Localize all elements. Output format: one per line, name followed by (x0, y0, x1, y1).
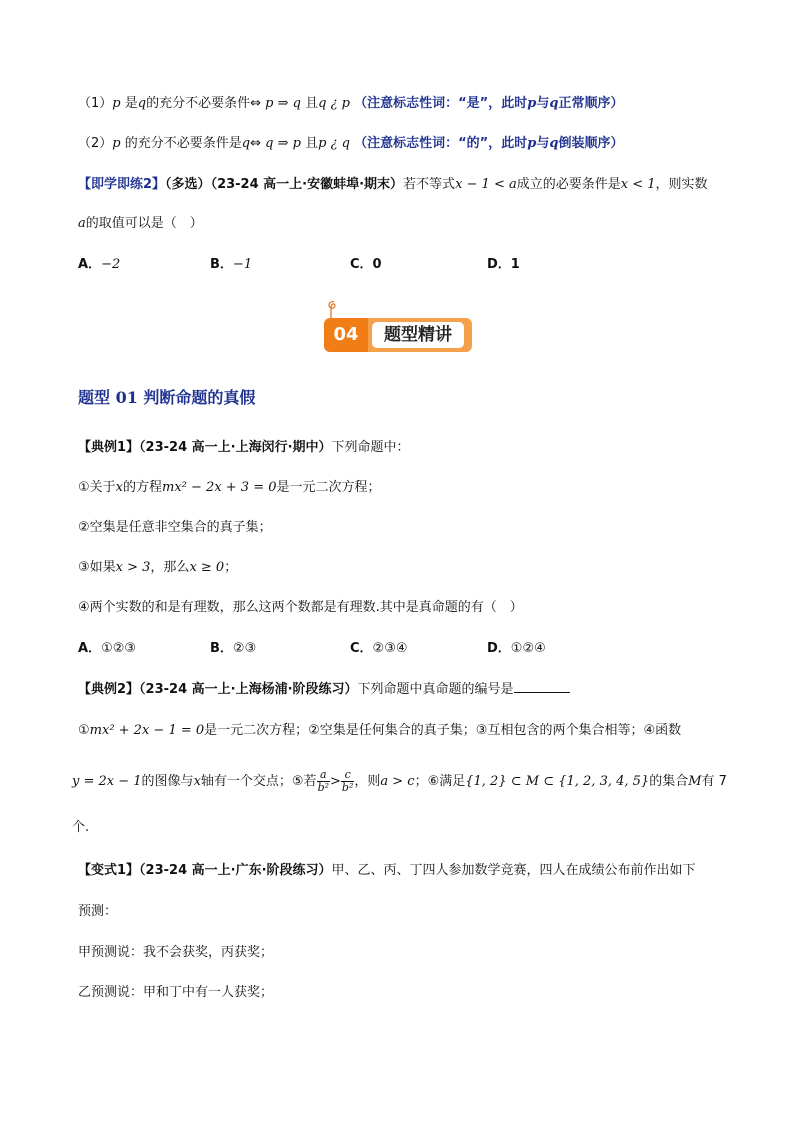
variant-1-prediction-2: 乙预测说：甲和丁中有一人获奖； (78, 985, 274, 1000)
example-2-line-2: y = 2x − 1的图像与x轴有一个交点；⑤若 $\frac{a}{\text{b²}}$ > $\frac{c}{\text{b²}}$ ，则a > c；⑥满足{1, 2} ⊂ M ⊂ {1, 2, 3, 4, 5}的集合M有 7 (72, 768, 727, 794)
practice-2-option-c: C．0 (350, 257, 382, 272)
example-1-header: 【典例1】（23-24 高一上·上海闵行·期中）下列命题中： (78, 440, 410, 455)
practice-2-option-a: A．−2 (78, 257, 121, 272)
practice-2-option-b: B．−1 (210, 257, 253, 272)
variant-1-cont: 预测： (78, 904, 118, 919)
fraction-c-over-b2: $\frac{c}{\text{b²}}$ (341, 768, 354, 794)
banner-number: 04 (324, 318, 368, 352)
practice-2-option-d: D．1 (487, 257, 520, 272)
example-1-item-2: ②空集是任意非空集合的真子集； (78, 520, 272, 535)
practice-2-question: 【即学即练2】（多选）（23-24 高一上·安徽蚌埠·期末）若不等式x − 1 < a成立的必要条件是x < 1，则实数 (78, 177, 708, 192)
example-1-option-d: D．①②④ (487, 641, 546, 656)
example-2-line-3: 个. (72, 820, 90, 835)
section-banner (324, 314, 476, 354)
example-1-item-4: ④两个实数的和是有理数，那么这两个数都是有理数.其中是真命题的有（ ） (78, 600, 523, 615)
banner-label: 题型精讲 (372, 322, 464, 348)
condition-line-2: （2）p 的充分不必要条件是q⇔ q ⇒ p 且p ¿ q （注意标志性词：“的”，此时p与q倒装顺序） (78, 136, 624, 151)
fraction-a-over-b2: $\frac{a}{\text{b²}}$ (317, 768, 330, 794)
note-text: （注意标志性词：“是”，此时p与q正常顺序） (354, 96, 624, 111)
example-2-header: 【典例2】（23-24 高一上·上海杨浦·阶段练习）下列命题中真命题的编号是 (78, 680, 570, 700)
banner-label-box (368, 318, 472, 352)
answer-blank[interactable] (514, 680, 570, 693)
variant-1-header: 【变式1】（23-24 高一上·广东·阶段练习）甲、乙、丙、丁四人参加数学竞赛，四人在成绩公布前作出如下 (78, 863, 696, 878)
example-1-item-3: ③如果x > 3，那么x ≥ 0； (78, 560, 238, 575)
note-text: （注意标志性词：“的”，此时p与q倒装顺序） (354, 136, 624, 151)
hook-decoration-icon (326, 300, 336, 318)
example-1-item-1: ①关于x的方程mx² − 2x + 3 = 0是一元二次方程； (78, 480, 381, 495)
example-1-option-c: C．②③④ (350, 641, 408, 656)
condition-line-1: （1）p 是q的充分不必要条件⇔ p ⇒ q 且q ¿ p （注意标志性词：“是”，此时p与q正常顺序） (78, 96, 624, 111)
practice-2-question-cont: a的取值可以是（ ） (78, 216, 203, 231)
example-2-line-1: ①mx² + 2x − 1 = 0是一元二次方程；②空集是任何集合的真子集；③互相包含的两个集合相等；④函数 (78, 723, 682, 738)
variant-1-prediction-1: 甲预测说：我不会获奖，丙获奖； (78, 945, 274, 960)
example-1-option-a: A．①②③ (78, 641, 137, 656)
example-1-option-b: B．②③ (210, 641, 257, 656)
section-title: 题型 01 判断命题的真假 (78, 388, 256, 407)
